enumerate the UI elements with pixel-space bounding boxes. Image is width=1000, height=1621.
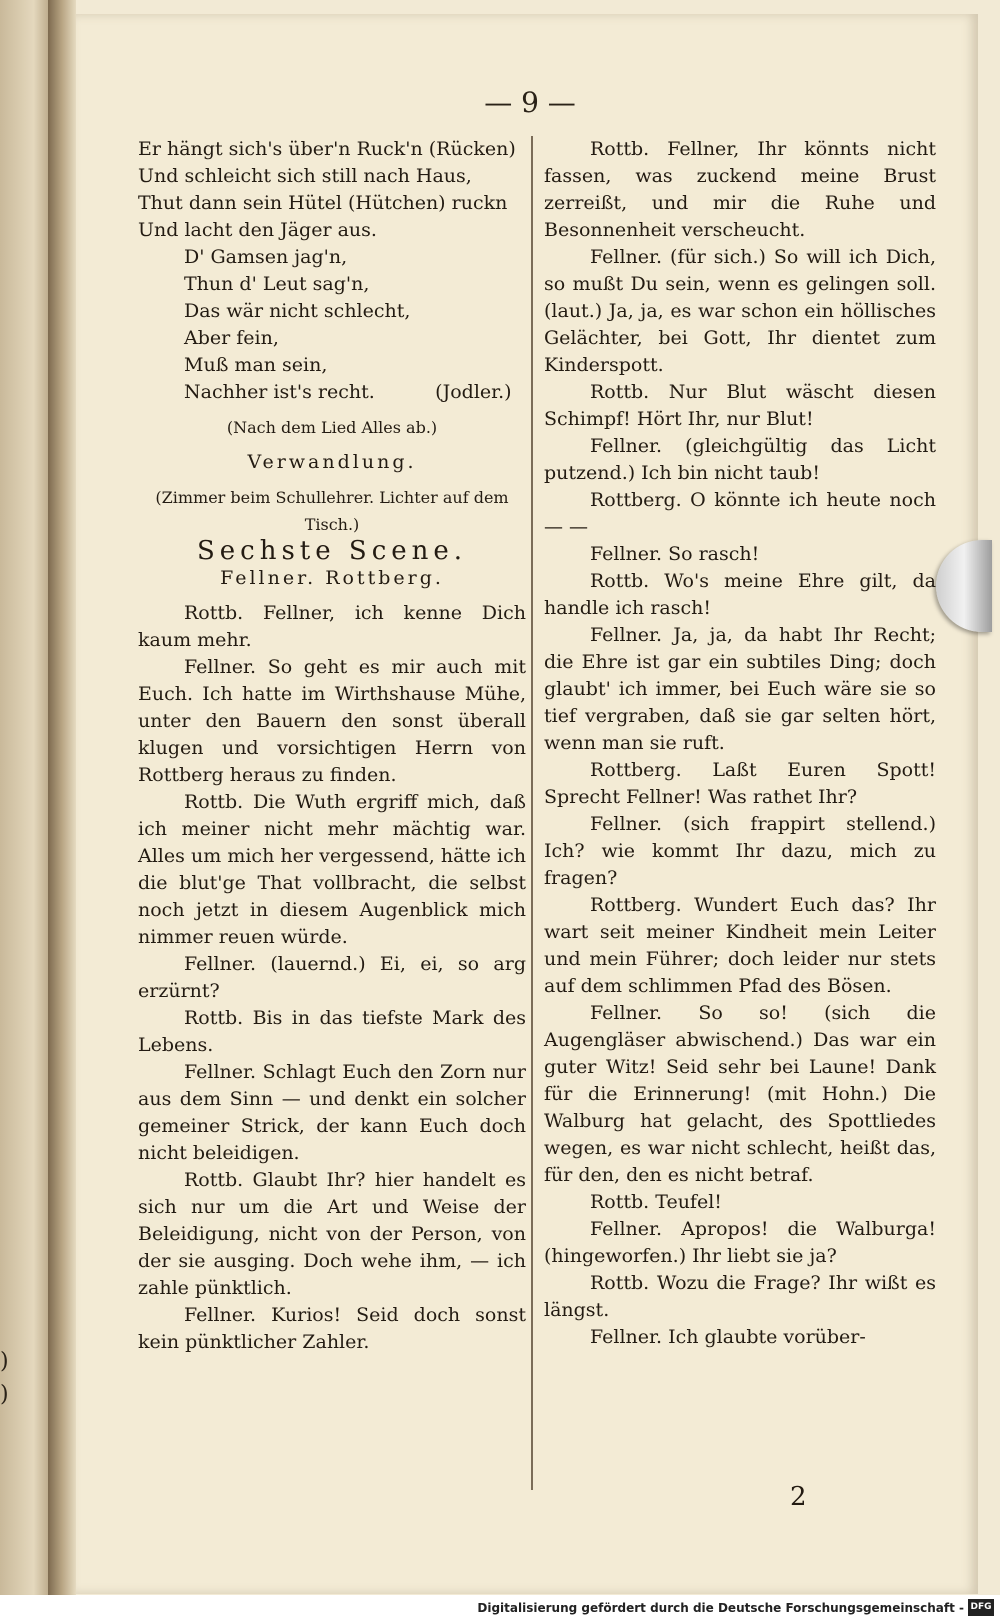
left-column <box>138 136 526 1356</box>
dialogue-paragraph: Rottb. Die Wuth ergriff mich, daß ich meiner nicht mehr mächtig war. Alles um mich her vergessend, hätte ich die blut'ge That vollbracht, die selbst noch jetzt in diesem Augenblick mich nimmer reuen würde. <box>138 791 526 948</box>
verwandlung-heading: Verwandlung. <box>247 451 417 473</box>
dialogue-paragraph: Fellner. Ich glaubte vorüber- <box>590 1326 866 1348</box>
dialogue-paragraph: Fellner. (lauernd.) Ei, ei, so arg erzürnt? <box>138 953 526 1002</box>
book-gutter <box>48 0 76 1600</box>
song-line: Und schleicht sich still nach Haus, <box>138 165 472 187</box>
dialogue-paragraph: Fellner. Apropos! die Walburga! (hingeworfen.) Ihr liebt sie ja? <box>544 1218 936 1267</box>
stage-direction: (Zimmer beim Schullehrer. Lichter auf dem Tisch.) <box>155 488 509 534</box>
refrain-line: Aber fein, <box>184 327 279 349</box>
dialogue-paragraph: Fellner. Ja, ja, da habt Ihr Recht; die Ehre ist gar ein subtiles Ding; doch glaubt' ich immer, bei Euch wäre sie so tief vergraben, daß sie gar selten hört, wenn man sie ruft. <box>544 624 936 754</box>
dialogue-paragraph: Fellner. So rasch! <box>590 543 760 565</box>
dialogue-paragraph: Rottb. Glaubt Ihr? hier handelt es sich nur um die Art und Weise der Beleidigung, nicht von der Person, von der sie ausging. Doch wehe ihm, — ich zahle pünktlich. <box>138 1169 526 1299</box>
page-number: — 9 — <box>484 86 576 119</box>
dialogue-paragraph: Rottb. Wozu die Frage? Ihr wißt es längst. <box>544 1272 936 1321</box>
dialogue-paragraph: Rottb. Bis in das tiefste Mark des Lebens. <box>138 1007 526 1056</box>
dialogue-paragraph: Rottb. Nur Blut wäscht diesen Schimpf! Hört Ihr, nur Blut! <box>544 381 936 430</box>
stage-direction: (Nach dem Lied Alles ab.) <box>226 418 438 437</box>
right-column <box>544 136 936 1351</box>
dialogue-paragraph: Rottb. Fellner, ich kenne Dich kaum mehr. <box>138 602 526 651</box>
side-mark: ) <box>0 1382 9 1407</box>
side-mark: ) <box>0 1349 9 1374</box>
dfg-logo: DFG <box>968 1599 994 1616</box>
refrain-line: Nachher ist's recht. (Jodler.) <box>184 381 512 403</box>
song-line: Thut dann sein Hütel (Hütchen) ruckn <box>138 192 508 214</box>
footer-text: Digitalisierung gefördert durch die Deutsche Forschungsgemeinschaft - <box>477 1601 964 1615</box>
dialogue-paragraph: Fellner. (sich frappirt stellend.) Ich? wie kommt Ihr dazu, mich zu fragen? <box>544 813 936 889</box>
dialogue-paragraph: Rottberg. Laßt Euren Spott! Sprecht Fellner! Was rathet Ihr? <box>544 759 936 808</box>
digitization-footer <box>0 1595 1000 1621</box>
refrain-line: Muß man sein, <box>184 354 328 376</box>
scene-heading: Sechste Scene. <box>196 536 468 566</box>
dialogue-paragraph: Rottberg. O könnte ich heute noch — — <box>544 489 936 538</box>
dialogue-paragraph: Fellner. So geht es mir auch mit Euch. Ich hatte im Wirthshause Mühe, unter den Bauern den sonst überall klugen und vorsichtigen Herrn von Rottberg heraus zu finden. <box>138 656 526 786</box>
dialogue-paragraph: Fellner. So so! (sich die Augengläser abwischend.) Das war ein guter Witz! Seid sehr bei Laune! Dank für die Erinnerung! (mit Hohn.) Die Walburg hat gelacht, des Spottliedes wegen, es war nicht schlecht, heißt das, für den, den es nicht betraf. <box>544 1002 936 1186</box>
signature-mark: 2 <box>790 1482 807 1512</box>
dialogue-paragraph: Rottb. Teufel! <box>590 1191 722 1213</box>
dialogue-paragraph: Fellner. (gleichgültig das Licht putzend.) Ich bin nicht taub! <box>544 435 936 484</box>
song-line: Er hängt sich's über'n Ruck'n (Rücken) <box>138 138 516 160</box>
column-divider <box>531 136 533 1490</box>
refrain-line: Thun d' Leut sag'n, <box>184 273 370 295</box>
song-line: Und lacht den Jäger aus. <box>138 219 377 241</box>
dialogue-paragraph: Fellner. (für sich.) So will ich Dich, so mußt Du sein, wenn es gelingen soll. (laut.) Ja, ja, es war schon ein höllisches Gelächter, bei Gott, Ihr dientet zum Kinderspott. <box>544 246 936 376</box>
previous-page-marks <box>0 1345 9 1411</box>
refrain-line: Das wär nicht schlecht, <box>184 300 411 322</box>
scene-characters: Fellner. Rottberg. <box>220 567 444 589</box>
dialogue-paragraph: Fellner. Schlagt Euch den Zorn nur aus dem Sinn — und denkt ein solcher gemeiner Strick, der kann Euch doch nicht beleidigen. <box>138 1061 526 1164</box>
dialogue-paragraph: Fellner. Kurios! Seid doch sonst kein pünktlicher Zahler. <box>138 1304 526 1353</box>
refrain-line: D' Gamsen jag'n, <box>184 246 348 268</box>
dialogue-paragraph: Rottberg. Wundert Euch das? Ihr wart seit meiner Kindheit mein Leiter und mein Führer; doch leider nur stets auf dem schlimmen Pfad des Bösen. <box>544 894 936 997</box>
dialogue-paragraph: Rottb. Wo's meine Ehre gilt, da handle ich rasch! <box>544 570 936 619</box>
dialogue-paragraph: Rottb. Fellner, Ihr könnts nicht fassen, was zuckend meine Brust zerreißt, und mir die Ruhe und Besonnenheit verscheucht. <box>544 138 936 241</box>
